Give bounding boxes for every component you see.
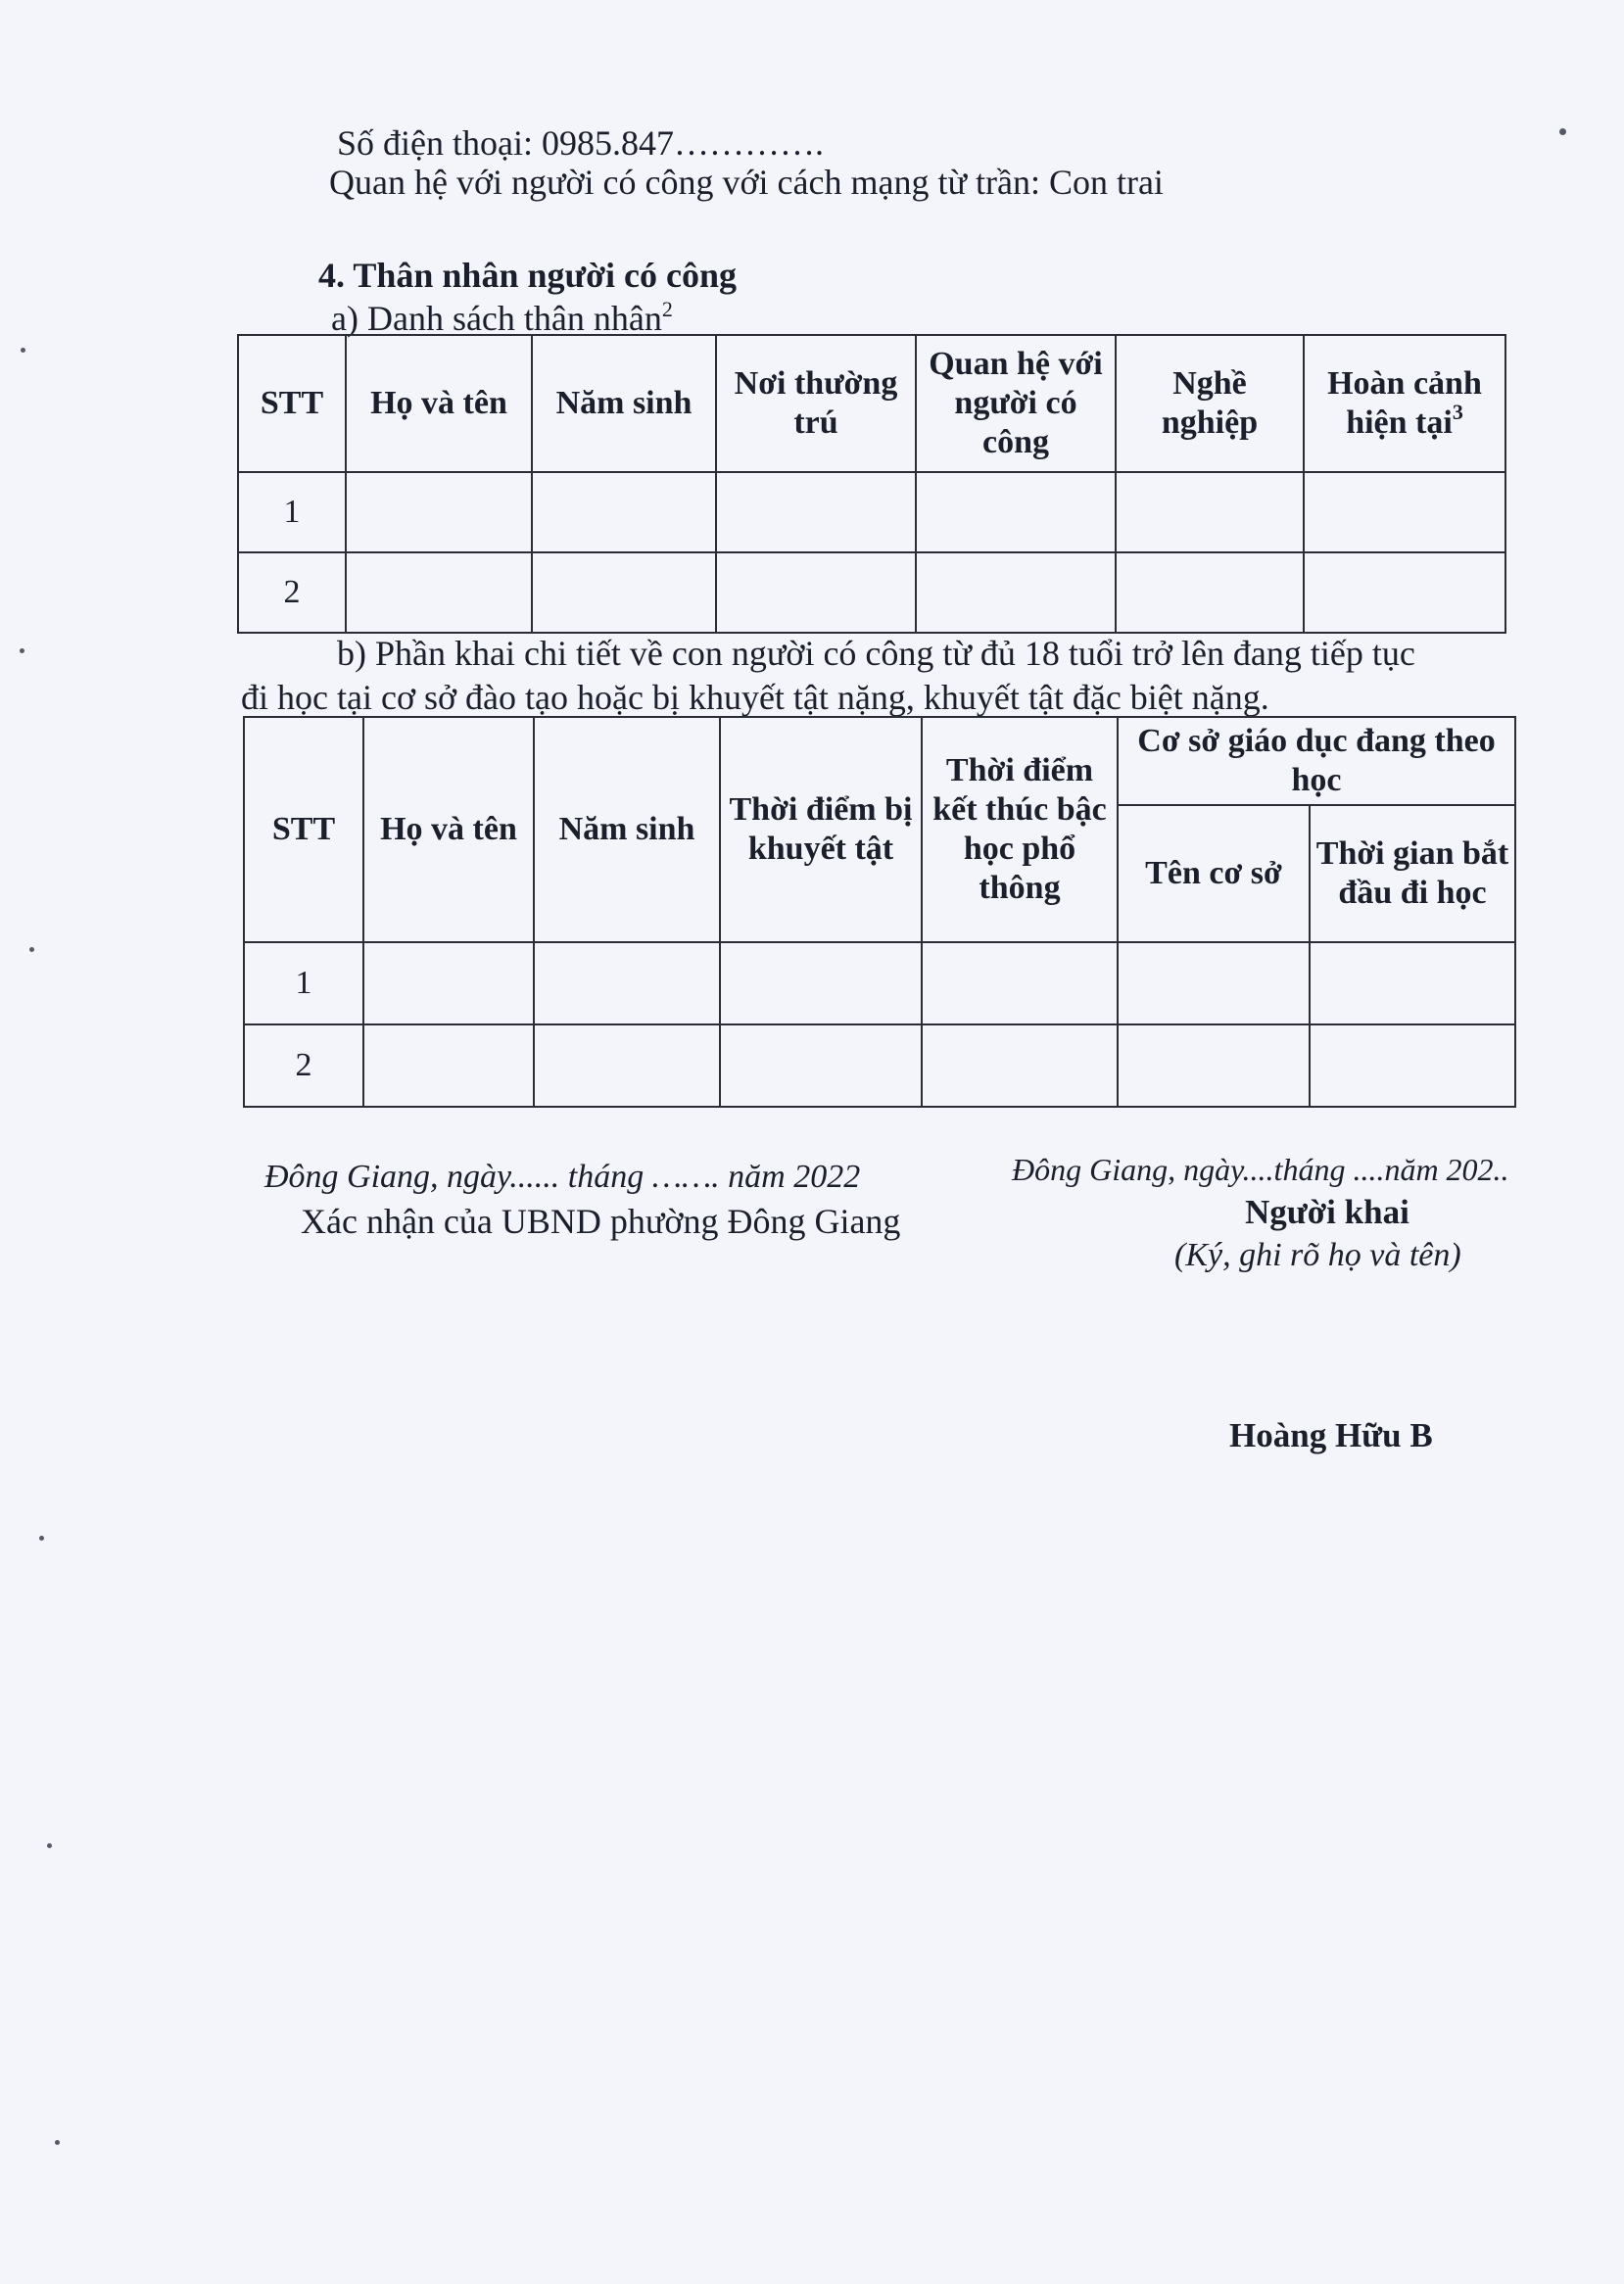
signer-name: Hoàng Hữu B bbox=[1229, 1416, 1433, 1454]
section-b-line-1: b) Phần khai chi tiết về con người có công từ đủ 18 tuổi trở lên đang tiếp tục bbox=[337, 634, 1415, 673]
scan-speck bbox=[29, 947, 34, 952]
col-full-name: Họ và tên bbox=[346, 335, 532, 472]
table-header-row bbox=[238, 335, 1505, 472]
phone-line: Số điện thoại: 0985.847…………. bbox=[337, 123, 824, 163]
signature-note: (Ký, ghi rõ họ và tên) bbox=[1174, 1237, 1461, 1273]
cell-birth-year bbox=[532, 472, 716, 552]
row-number: 2 bbox=[244, 1024, 363, 1107]
ubnd-confirmation: Xác nhận của UBND phường Đông Giang bbox=[301, 1202, 901, 1241]
cell-full-name bbox=[363, 942, 534, 1024]
col-stt: STT bbox=[244, 717, 363, 942]
cell-birth-year bbox=[532, 552, 716, 633]
list-a-label-text: a) Danh sách thân nhân bbox=[331, 299, 662, 338]
scan-speck bbox=[55, 2140, 60, 2145]
cell-start-time bbox=[1310, 942, 1515, 1024]
table-row bbox=[244, 1024, 1515, 1107]
cell-circumstances bbox=[1304, 552, 1505, 633]
cell-relationship bbox=[916, 552, 1116, 633]
col-start-time: Thời gian bắt đầu đi học bbox=[1310, 805, 1515, 942]
col-education-institution: Cơ sở giáo dục đang theo học bbox=[1118, 717, 1515, 805]
relatives-table bbox=[237, 334, 1506, 634]
row-number: 2 bbox=[238, 552, 346, 633]
cell-school-end-time bbox=[922, 942, 1118, 1024]
footnote-3-marker: 3 bbox=[1452, 400, 1463, 424]
scan-speck bbox=[1559, 128, 1566, 135]
col-occupation: Nghề nghiệp bbox=[1116, 335, 1304, 472]
col-residence: Nơi thường trú bbox=[716, 335, 916, 472]
cell-residence bbox=[716, 472, 916, 552]
left-date-line: Đông Giang, ngày...... tháng ……. năm 2022 bbox=[264, 1159, 861, 1195]
scan-speck bbox=[39, 1536, 44, 1541]
row-number: 1 bbox=[244, 942, 363, 1024]
right-date-line: Đông Giang, ngày....tháng ....năm 202.. bbox=[1012, 1152, 1509, 1187]
declarant-title: Người khai bbox=[1245, 1193, 1409, 1231]
scan-speck bbox=[20, 648, 24, 653]
cell-full-name bbox=[346, 472, 532, 552]
col-school-end-time: Thời điểm kết thúc bậc học phổ thông bbox=[922, 717, 1118, 942]
table-row bbox=[244, 942, 1515, 1024]
cell-full-name bbox=[346, 552, 532, 633]
scan-speck bbox=[47, 1843, 52, 1848]
col-stt: STT bbox=[238, 335, 346, 472]
cell-circumstances bbox=[1304, 472, 1505, 552]
row-number: 1 bbox=[238, 472, 346, 552]
section-title: 4. Thân nhân người có công bbox=[318, 256, 738, 295]
cell-full-name bbox=[363, 1024, 534, 1107]
cell-institution-name bbox=[1118, 1024, 1310, 1107]
cell-start-time bbox=[1310, 1024, 1515, 1107]
table-row bbox=[238, 552, 1505, 633]
col-full-name: Họ và tên bbox=[363, 717, 534, 942]
cell-disability-time bbox=[720, 942, 922, 1024]
section-b-line-2: đi học tại cơ sở đào tạo hoặc bị khuyết tật nặng, khuyết tật đặc biệt nặng. bbox=[241, 678, 1269, 717]
footnote-2-marker: 2 bbox=[661, 297, 673, 321]
cell-occupation bbox=[1116, 472, 1304, 552]
relation-line: Quan hệ với người có công với cách mạng từ trần: Con trai bbox=[329, 163, 1164, 202]
table-header-row bbox=[244, 717, 1515, 805]
student-disability-table bbox=[243, 716, 1516, 1108]
table-row bbox=[238, 472, 1505, 552]
cell-relationship bbox=[916, 472, 1116, 552]
cell-residence bbox=[716, 552, 916, 633]
cell-institution-name bbox=[1118, 942, 1310, 1024]
cell-disability-time bbox=[720, 1024, 922, 1107]
cell-birth-year bbox=[534, 1024, 720, 1107]
col-circumstances bbox=[1304, 335, 1505, 472]
list-a-label bbox=[331, 297, 673, 338]
scan-speck bbox=[21, 348, 25, 353]
col-disability-time: Thời điểm bị khuyết tật bbox=[720, 717, 922, 942]
col-circumstances-label: Hoàn cảnh hiện tại bbox=[1327, 364, 1482, 441]
cell-occupation bbox=[1116, 552, 1304, 633]
col-birth-year: Năm sinh bbox=[534, 717, 720, 942]
col-institution-name: Tên cơ sở bbox=[1118, 805, 1310, 942]
cell-school-end-time bbox=[922, 1024, 1118, 1107]
col-birth-year: Năm sinh bbox=[532, 335, 716, 472]
cell-birth-year bbox=[534, 942, 720, 1024]
col-relationship: Quan hệ với người có công bbox=[916, 335, 1116, 472]
